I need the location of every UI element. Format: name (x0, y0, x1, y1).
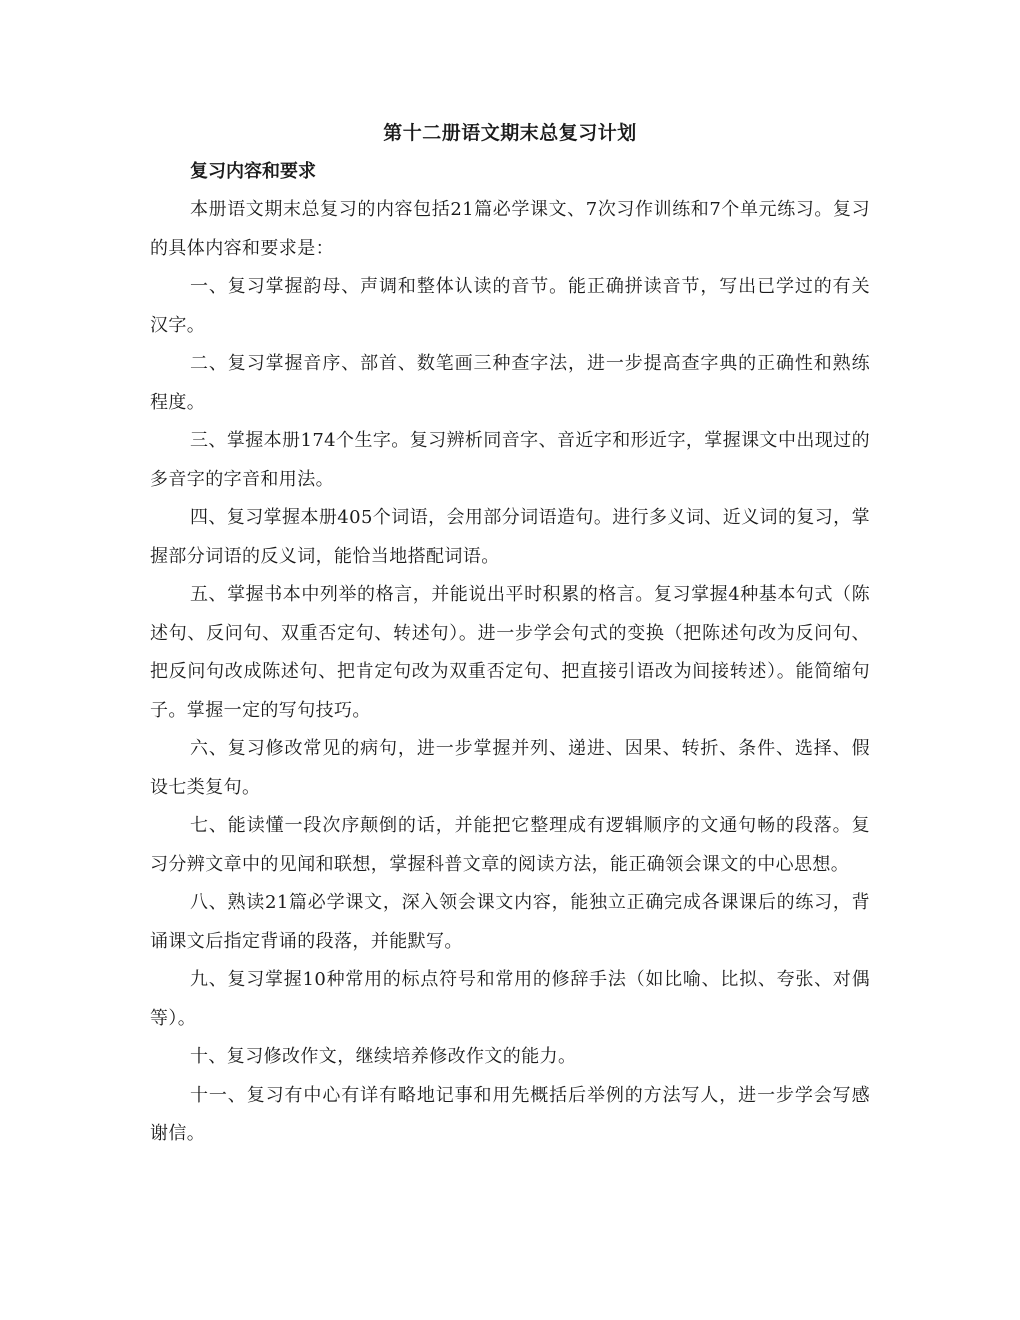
intro-paragraph: 本册语文期末总复习的内容包括21篇必学课文、7次习作训练和7个单元练习。复习的具体内容和要求是： (150, 199, 870, 259)
requirement-item-2: 二、复习掌握音序、部首、数笔画三种查字法，进一步提高查字典的正确性和熟练程度。 (150, 353, 870, 413)
document-body (150, 153, 870, 1154)
requirement-item-6: 六、复习修改常见的病句，进一步掌握并列、递进、因果、转折、条件、选择、假设七类复句。 (150, 738, 870, 798)
requirement-item-10: 十、复习修改作文，继续培养修改作文的能力。 (190, 1046, 577, 1067)
requirement-item-5: 五、掌握书本中列举的格言，并能说出平时积累的格言。复习掌握4种基本句式（陈述句、反问句、双重否定句、转述句）。进一步学会句式的变换（把陈述句改为反问句、把反问句改成陈述句、把肯定句改为双重否定句、把直接引语改为间接转述）。能简缩句子。掌握一定的写句技巧。 (150, 584, 870, 721)
requirement-item-1: 一、复习掌握韵母、声调和整体认读的音节。能正确拼读音节，写出已学过的有关汉字。 (150, 276, 870, 336)
requirement-item-4: 四、复习掌握本册405个词语，会用部分词语造句。进行多义词、近义词的复习，掌握部分词语的反义词，能恰当地搭配词语。 (150, 507, 870, 567)
document-title: 第十二册语文期末总复习计划 (383, 122, 637, 144)
requirement-item-9: 九、复习掌握10种常用的标点符号和常用的修辞手法（如比喻、比拟、夸张、对偶等）。 (150, 969, 870, 1029)
requirement-item-7: 七、能读懂一段次序颠倒的话，并能把它整理成有逻辑顺序的文通句畅的段落。复习分辨文章中的见闻和联想，掌握科普文章的阅读方法，能正确领会课文的中心思想。 (150, 815, 870, 875)
requirement-item-3: 三、掌握本册174个生字。复习辨析同音字、音近字和形近字，掌握课文中出现过的多音字的字音和用法。 (150, 430, 870, 490)
section-heading: 复习内容和要求 (190, 161, 316, 182)
requirement-item-11: 十一、复习有中心有详有略地记事和用先概括后举例的方法写人，进一步学会写感谢信。 (150, 1084, 870, 1144)
requirement-item-8: 八、熟读21篇必学课文，深入领会课文内容，能独立正确完成各课课后的练习，背诵课文后指定背诵的段落，并能默写。 (150, 892, 870, 952)
